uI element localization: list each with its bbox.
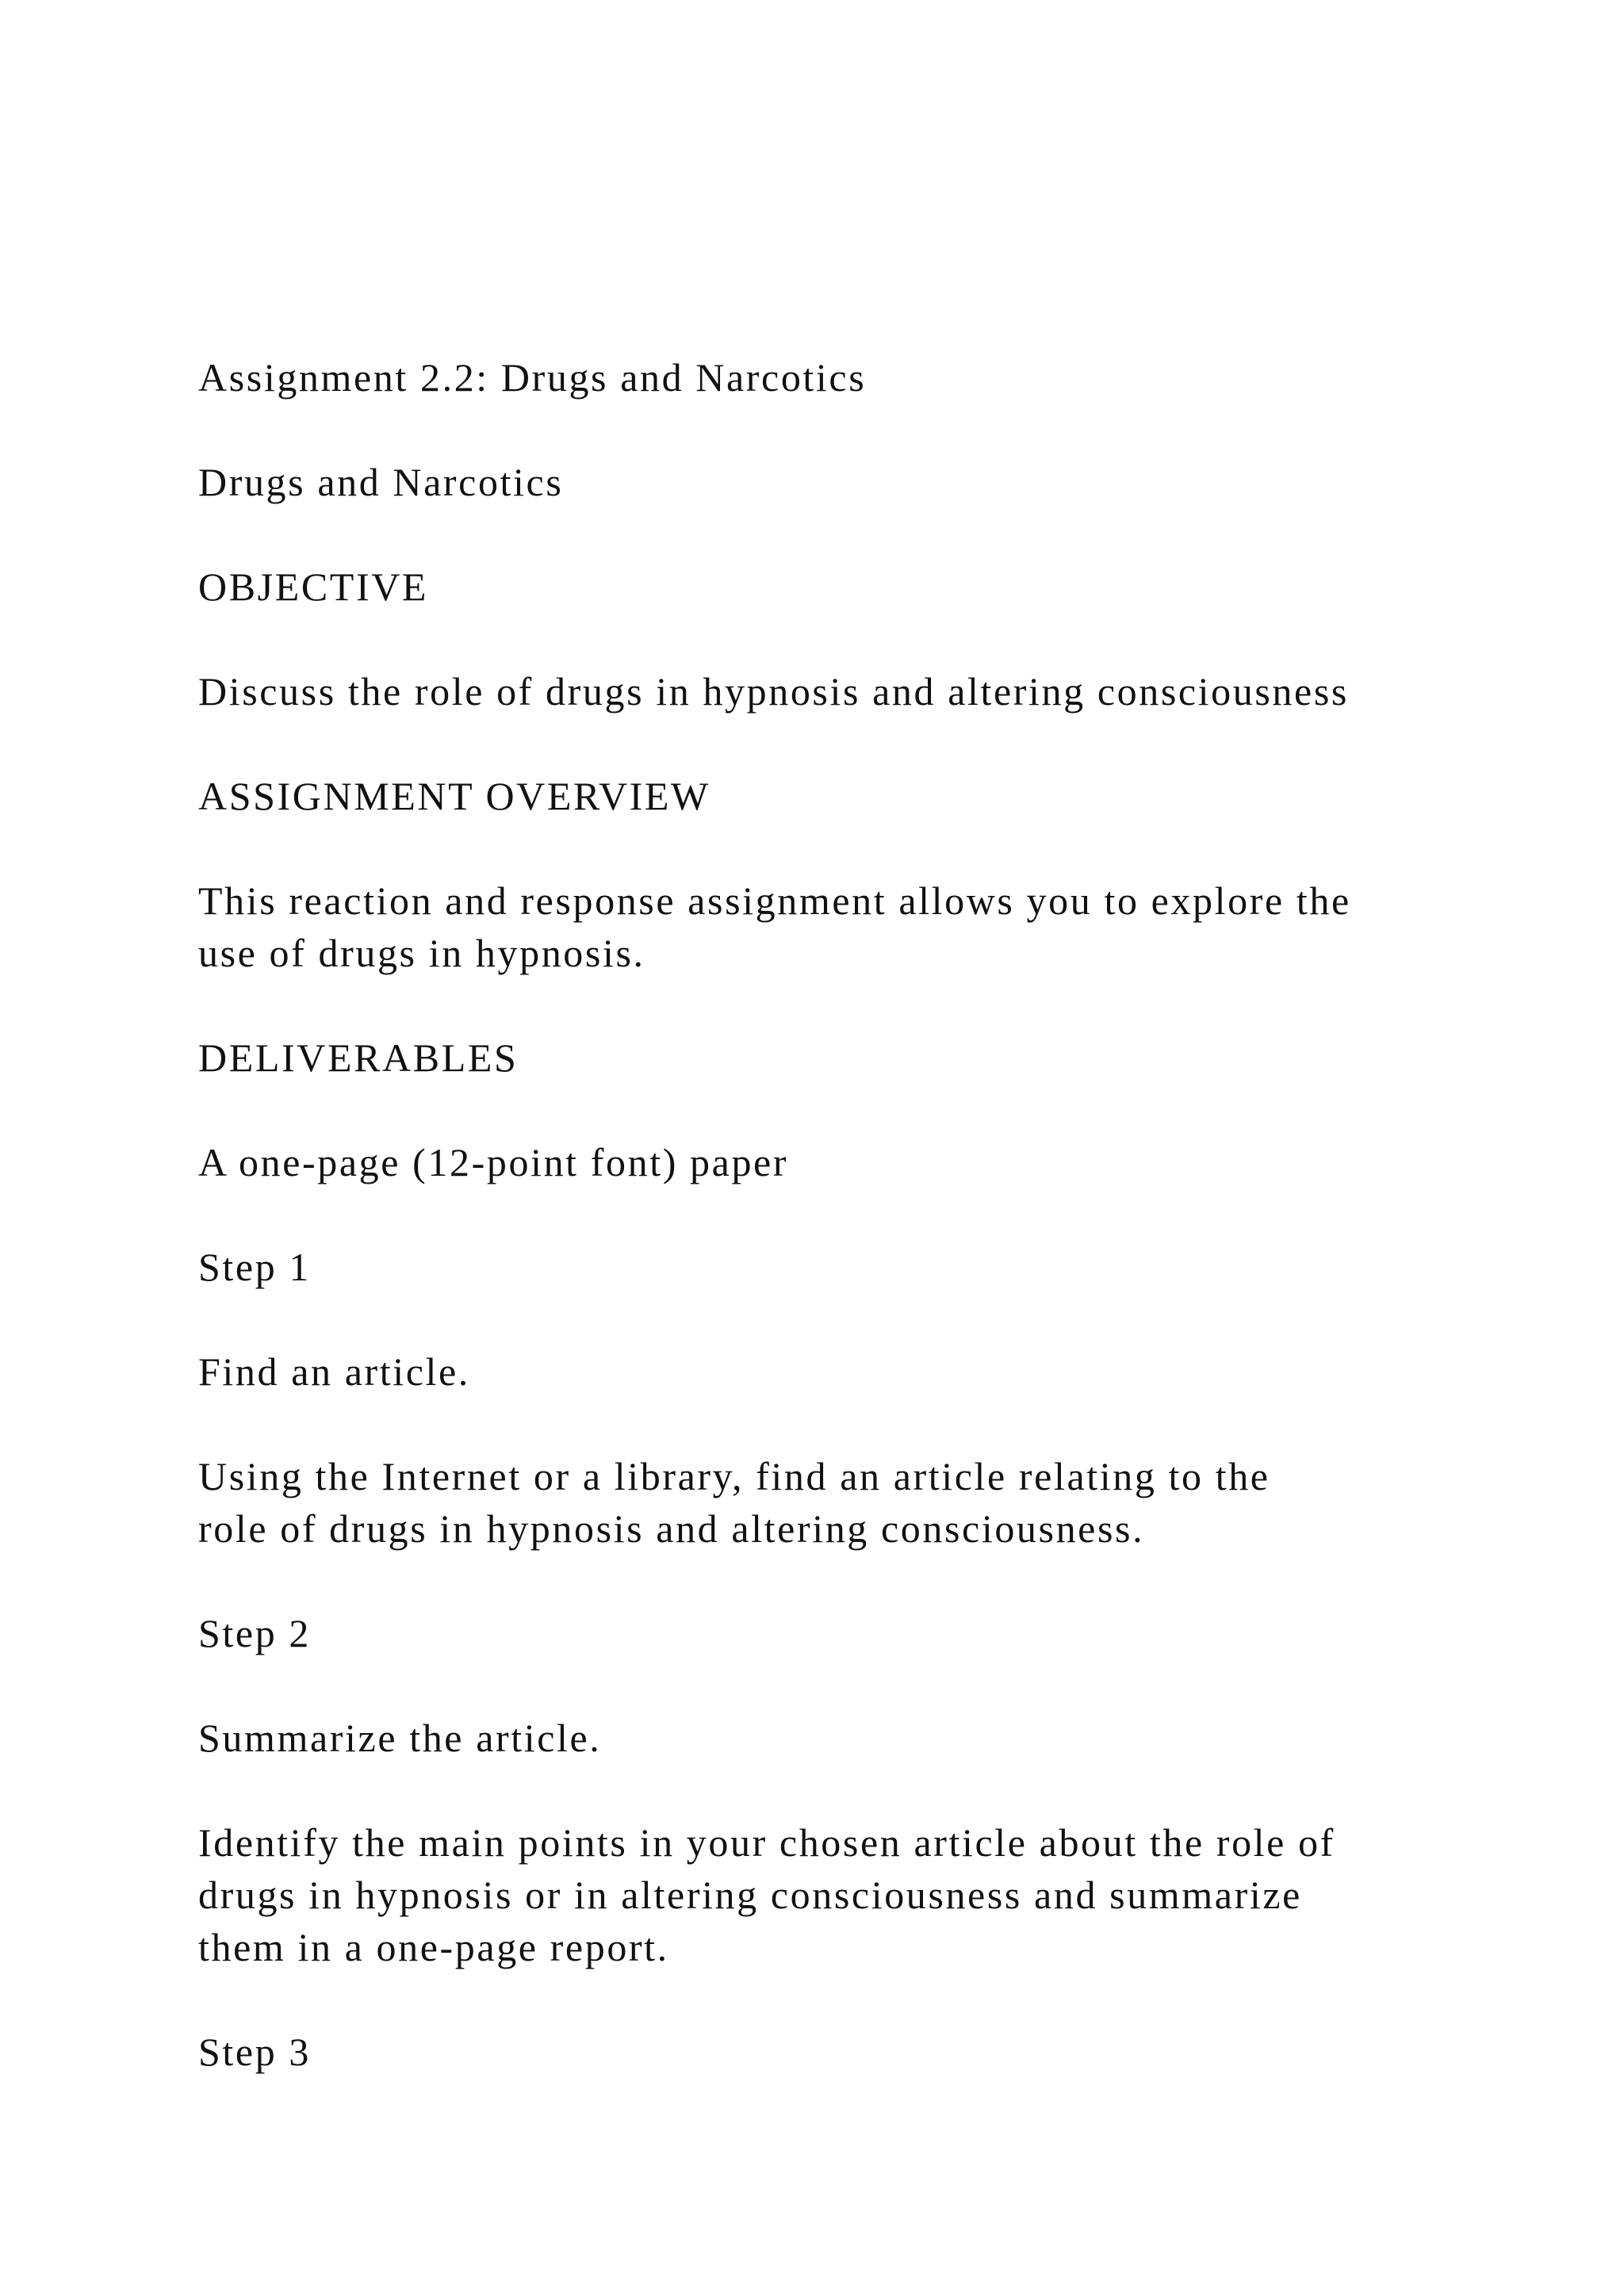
overview-heading: ASSIGNMENT OVERVIEW — [198, 774, 710, 818]
objective-text: Discuss the role of drugs in hypnosis and altering consciousness — [198, 669, 1349, 714]
step-1-text: Using the Internet or a library, find an article relating to the role of drugs in hypnosis and altering consciousness. — [198, 1454, 1270, 1551]
objective-heading: OBJECTIVE — [198, 564, 429, 609]
step-3-heading: Step 3 — [198, 2030, 311, 2074]
document-subtitle: Drugs and Narcotics — [198, 460, 564, 504]
step-2-heading: Step 2 — [198, 1611, 311, 1655]
document-body — [198, 351, 1483, 2130]
deliverables-text: A one-page (12-point font) paper — [198, 1140, 789, 1184]
assignment-title: Assignment 2.2: Drugs and Narcotics — [198, 355, 867, 400]
overview-text: This reaction and response assignment allows you to explore the use of drugs in hypnosis. — [198, 878, 1351, 975]
step-1-heading: Step 1 — [198, 1245, 311, 1289]
step-2-text: Identify the main points in your chosen article about the role of drugs in hypnosis or in altering consciousness and summarize them in a one-page report. — [198, 1820, 1335, 1969]
step-2-title: Summarize the article. — [198, 1716, 602, 1760]
step-1-title: Find an article. — [198, 1349, 470, 1394]
deliverables-heading: DELIVERABLES — [198, 1035, 519, 1080]
